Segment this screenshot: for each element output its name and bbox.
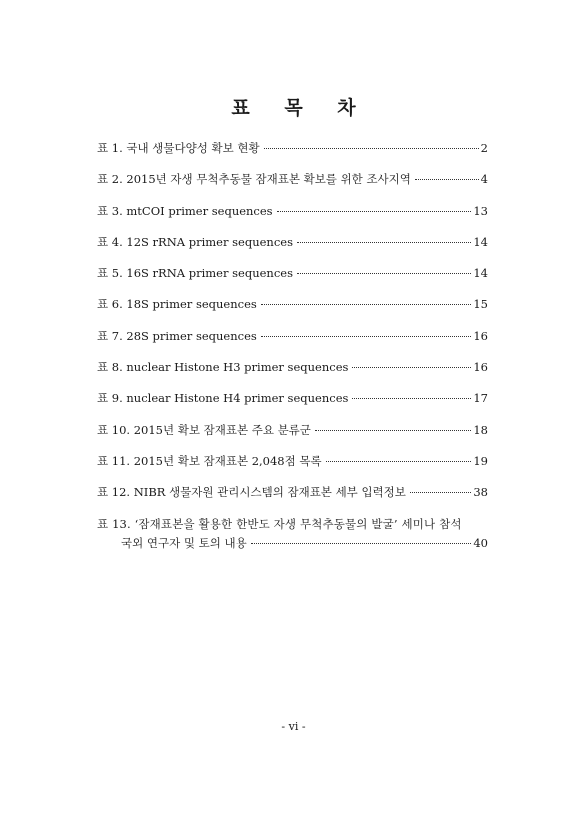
toc-entry-5[interactable] — [97, 266, 488, 297]
toc-entry-label: 표 4. 12S rRNA primer sequences — [97, 234, 293, 249]
toc-page-number: 40 — [473, 535, 488, 550]
toc-page-number: 19 — [473, 453, 488, 468]
toc-page-number: 2 — [480, 141, 488, 155]
toc-entry-2[interactable] — [97, 172, 488, 203]
toc-entry-label-continued: 국외 연구자 및 토의 내용 — [121, 535, 247, 550]
toc-page-number: 38 — [473, 485, 488, 500]
toc-entry-11[interactable] — [97, 454, 488, 485]
toc-entry-label: 표 7. 28S primer sequences — [97, 328, 257, 343]
page-title: 표 목 차 — [231, 97, 370, 119]
toc-entry-10[interactable] — [97, 423, 488, 454]
toc-entry-label: 표 10. 2015년 확보 잠재표본 주요 분류군 — [97, 422, 311, 437]
toc-entry-label: 표 5. 16S rRNA primer sequences — [97, 266, 293, 281]
dot-leader — [410, 492, 471, 493]
dot-leader — [261, 336, 472, 337]
toc-page-number: 13 — [473, 203, 488, 218]
toc-page-number: 16 — [473, 328, 488, 343]
dot-leader — [297, 273, 471, 274]
toc-page-number: 15 — [473, 297, 488, 312]
toc-entry-label: 표 13. ‘잠재표본을 활용한 한반도 자생 무척추동물의 발굴’ 세미나 참석 — [97, 516, 462, 531]
page-number-footer: - vi - — [281, 720, 306, 733]
toc-entry-label: 표 8. nuclear Histone H3 primer sequences — [97, 360, 349, 375]
toc-entry-label: 표 3. mtCOI primer sequences — [97, 203, 273, 218]
toc-entry-label: 표 11. 2015년 확보 잠재표본 2,048점 목록 — [97, 453, 322, 468]
dot-leader — [251, 543, 472, 544]
toc-entry-9[interactable] — [97, 391, 488, 422]
toc-entry-6[interactable] — [97, 297, 488, 328]
dot-leader — [297, 242, 471, 243]
toc-entry-13[interactable] — [97, 517, 488, 551]
dot-leader — [326, 461, 472, 462]
toc-page-number: 14 — [473, 266, 488, 281]
toc-page-number: 14 — [473, 234, 488, 249]
toc-entry-label: 표 9. nuclear Histone H4 primer sequences — [97, 391, 349, 406]
toc-entry-label: 표 12. NIBR 생물자원 관리시스템의 잠재표본 세부 입력정보 — [97, 485, 406, 500]
toc-page-number: 4 — [480, 172, 488, 187]
dot-leader — [264, 148, 479, 149]
toc-entry-label: 표 6. 18S primer sequences — [97, 297, 257, 312]
toc-entry-label: 표 2. 2015년 자생 무척추동물 잠재표본 확보를 위한 조사지역 — [97, 172, 411, 187]
toc-entry-4[interactable] — [97, 235, 488, 266]
toc-page-number: 17 — [473, 391, 488, 406]
toc-page-number: 16 — [473, 360, 488, 375]
dot-leader — [415, 179, 479, 180]
toc-entry-7[interactable] — [97, 329, 488, 360]
dot-leader — [277, 211, 472, 212]
toc-entry-8[interactable] — [97, 360, 488, 391]
toc-entry-3[interactable] — [97, 204, 488, 235]
dot-leader — [315, 430, 471, 431]
toc-entry-12[interactable] — [97, 485, 488, 516]
toc-entry-1[interactable] — [97, 141, 488, 172]
toc-page-number: 18 — [473, 422, 488, 437]
dot-leader — [261, 304, 472, 305]
table-of-contents — [97, 141, 488, 551]
toc-entry-label: 표 1. 국내 생물다양성 확보 현황 — [97, 141, 260, 155]
dot-leader — [352, 398, 471, 399]
dot-leader — [352, 367, 471, 368]
